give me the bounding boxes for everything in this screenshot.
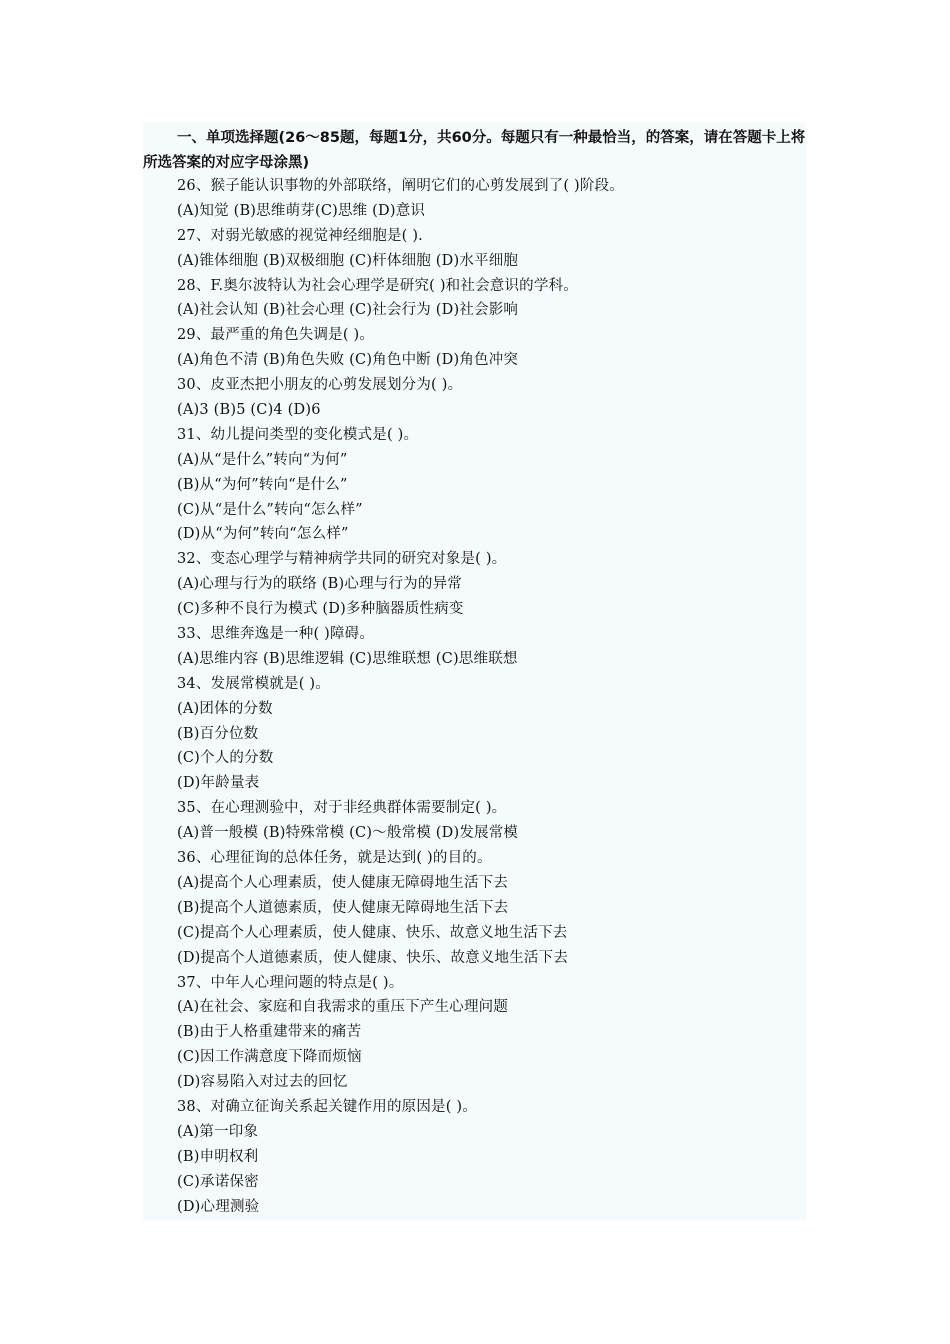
answer-option: (A)3 (B)5 (C)4 (D)6 <box>177 402 321 419</box>
answer-option: (D)容易陷入对过去的回忆 <box>177 1074 348 1091</box>
question-stem: 31、幼儿提问类型的变化模式是( )。 <box>177 426 419 443</box>
answer-option: (D)年龄量表 <box>177 775 260 792</box>
answer-option: (C)因工作满意度下降而烦恼 <box>177 1049 362 1066</box>
question-stem: 26、猴子能认识事物的外部联络，阐明它们的心剪发展到了( )阶段。 <box>177 178 624 194</box>
answer-option: (C)个人的分数 <box>177 750 274 767</box>
question-stem: 29、最严重的角色失调是( )。 <box>177 327 375 344</box>
question-stem: 36、心理征询的总体任务，就是达到( )的目的。 <box>177 850 492 867</box>
answer-option: (B)申明权利 <box>177 1148 259 1165</box>
question-stem: 37、中年人心理问题的特点是( )。 <box>177 974 404 991</box>
answer-option: (C)多种不良行为模式 (D)多种脑器质性病变 <box>177 601 464 618</box>
question-stem: 32、变态心理学与精神病学共同的研究对象是( )。 <box>177 551 507 568</box>
answer-option: (B)由于人格重建带来的痛苦 <box>177 1024 362 1041</box>
question-stem: 35、在心理测验中，对于非经典群体需要制定( )。 <box>177 800 507 817</box>
answer-option: (C)提高个人心理素质，使人健康、快乐、故意义地生活下去 <box>177 924 568 941</box>
answer-option: (A)从“是什么”转向“为何” <box>177 451 348 468</box>
section-heading: 一、单项选择题(26～85题，每题1分，共60分。每题只有一种最恰当，的答案，请在答题卡上将所选答案的对应字母涂黑) <box>143 130 806 171</box>
answer-option: (C)承诺保密 <box>177 1173 259 1190</box>
answer-option: (D)从“为何”转向“怎么样” <box>177 526 349 543</box>
question-stem: 38、对确立征询关系起关键作用的原因是( )。 <box>177 1098 477 1115</box>
question-list <box>177 174 806 1219</box>
answer-option: (D)心理测验 <box>177 1198 260 1215</box>
answer-option: (C)从“是什么”转向“怎么样” <box>177 501 363 518</box>
answer-option: (A)锥体细胞 (B)双极细胞 (C)杆体细胞 (D)水平细胞 <box>177 252 519 269</box>
answer-option: (B)提高个人道德素质，使人健康无障碍地生活下去 <box>177 899 509 916</box>
answer-option: (A)社会认知 (B)社会心理 (C)社会行为 (D)社会影响 <box>177 302 519 319</box>
answer-option: (A)第一印象 <box>177 1123 259 1140</box>
question-stem: 28、F.奥尔波特认为社会心理学是研究( )和社会意识的学科。 <box>177 277 578 294</box>
answer-option: (A)角色不清 (B)角色失败 (C)角色中断 (D)角色冲突 <box>177 352 519 369</box>
answer-option: (D)提高个人道德素质，使人健康、快乐、故意义地生活下去 <box>177 949 569 966</box>
answer-option: (A)在社会、家庭和自我需求的重压下产生心理问题 <box>177 999 509 1016</box>
answer-option: (B)从“为何”转向“是什么” <box>177 476 348 493</box>
answer-option: (A)普一般模 (B)特殊常模 (C)～般常模 (D)发展常模 <box>177 825 519 842</box>
answer-option: (A)思维内容 (B)思维逻辑 (C)思维联想 (C)思维联想 <box>177 650 518 667</box>
answer-option: (A)知觉 (B)思维萌芽(C)思维 (D)意识 <box>177 202 426 219</box>
question-stem: 27、对弱光敏感的视觉神经细胞是( ). <box>177 227 423 244</box>
question-stem: 33、思维奔逸是一种( )障碍。 <box>177 626 375 643</box>
answer-option: (B)百分位数 <box>177 725 259 742</box>
answer-option: (A)团体的分数 <box>177 700 273 717</box>
question-stem: 30、皮亚杰把小朋友的心剪发展划分为( )。 <box>177 377 463 394</box>
question-stem: 34、发展常模就是( )。 <box>177 675 330 692</box>
answer-option: (A)提高个人心理素质，使人健康无障碍地生活下去 <box>177 874 509 891</box>
answer-option: (A)心理与行为的联络 (B)心理与行为的异常 <box>177 576 462 593</box>
